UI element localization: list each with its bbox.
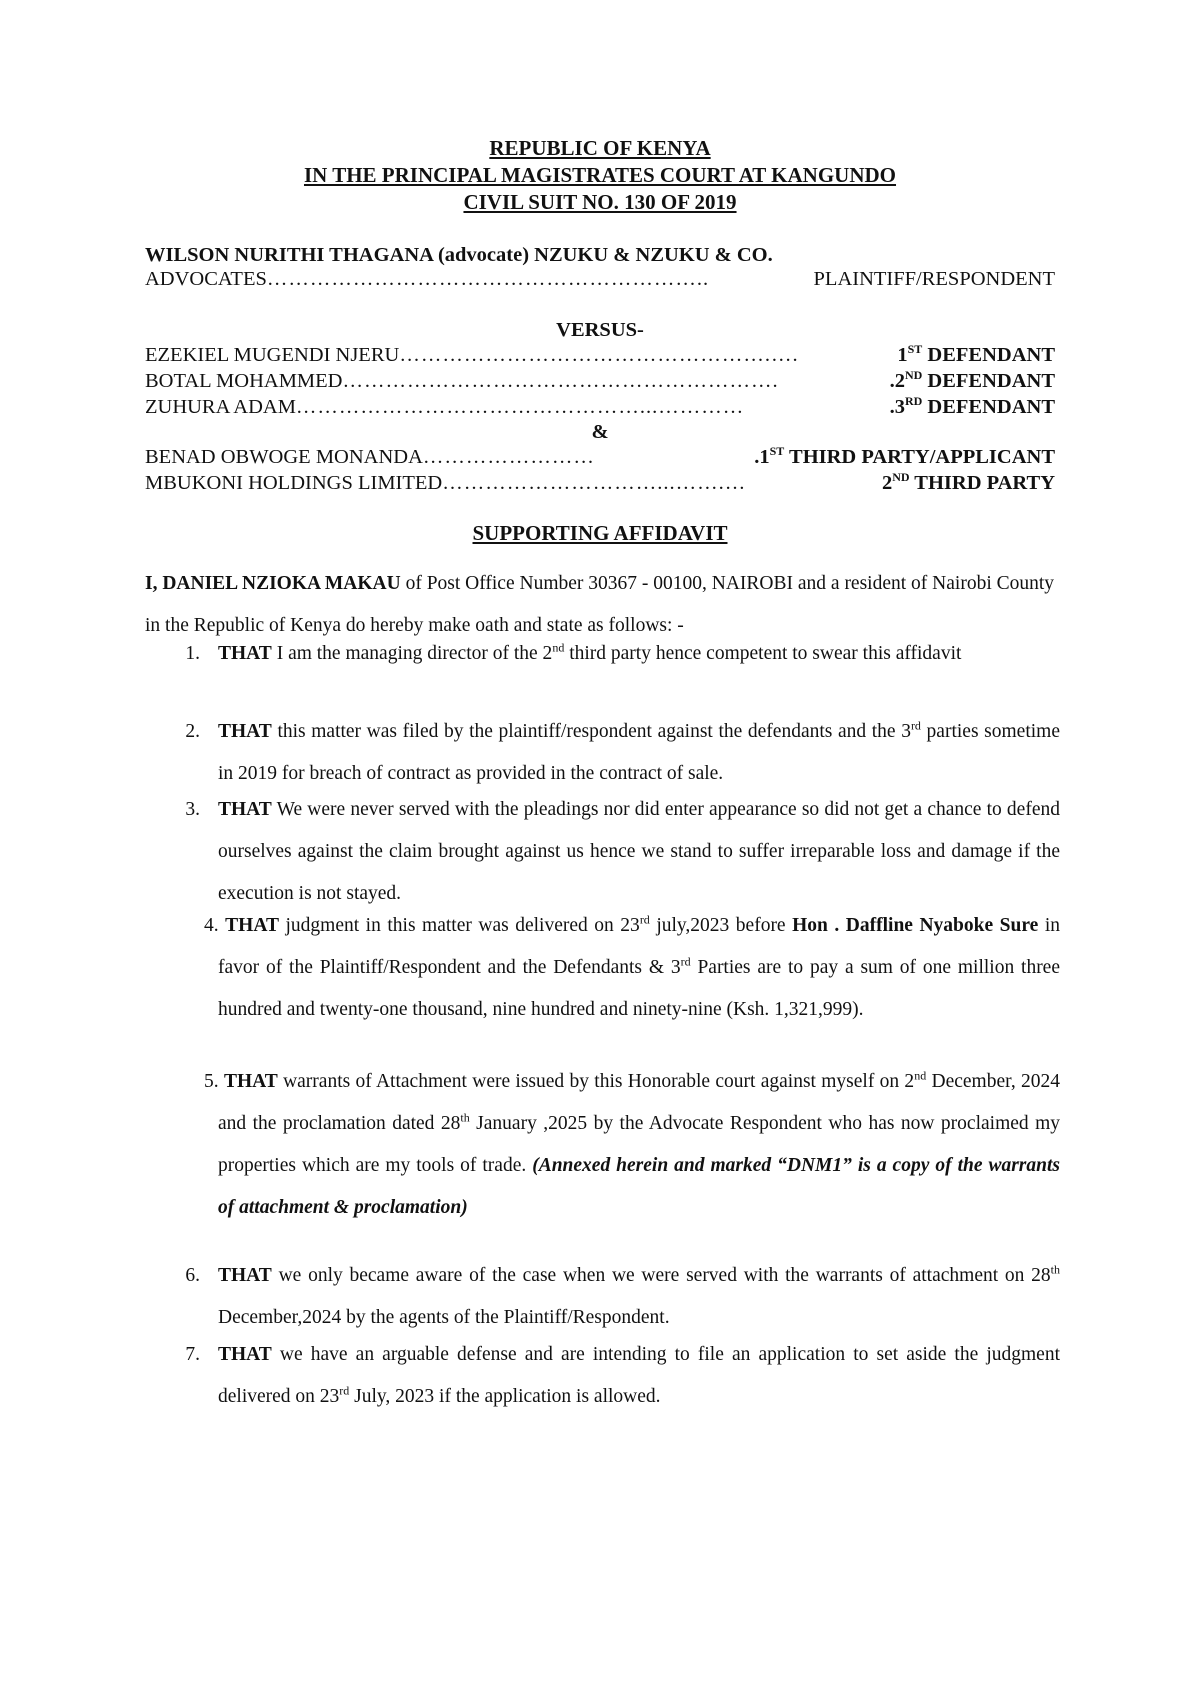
list-item bbox=[145, 1334, 1060, 1418]
header-suit-number: CIVIL SUIT NO. 130 OF 2019 bbox=[463, 190, 737, 214]
item-number: 5. bbox=[204, 1071, 219, 1092]
role-suffix: ST bbox=[907, 342, 923, 357]
header-republic: REPUBLIC OF KENYA bbox=[489, 136, 711, 160]
role-suffix: ND bbox=[904, 368, 923, 383]
intro-text: of Post Office Number 30367 - 00100, NAIROBI and a resident of Nairobi County in the Republic of Kenya do hereby make oath and state as follows: - bbox=[145, 573, 1055, 636]
versus-label: VERSUS- bbox=[556, 319, 644, 341]
third-party-row bbox=[145, 443, 1055, 471]
role-ordinal: 1 bbox=[897, 344, 908, 366]
plaintiff-role-row bbox=[145, 265, 1055, 293]
third-party-name: MBUKONI HOLDINGS LIMITED bbox=[145, 472, 443, 494]
list-item bbox=[145, 789, 1060, 915]
role-ordinal: .2 bbox=[889, 370, 905, 392]
role-ordinal: .3 bbox=[889, 396, 905, 418]
defendant-role bbox=[895, 341, 1055, 369]
leader-dots: …………………………...…….… bbox=[442, 472, 747, 494]
list-item bbox=[145, 905, 1060, 1031]
defendant-role bbox=[888, 367, 1055, 395]
list-item bbox=[145, 711, 1060, 795]
item-number: 1. bbox=[185, 643, 200, 664]
defendant-role bbox=[888, 393, 1055, 421]
list-item bbox=[145, 1061, 1060, 1229]
item-lead: THAT bbox=[218, 1265, 272, 1286]
header-court: IN THE PRINCIPAL MAGISTRATES COURT AT KANGUNDO bbox=[303, 163, 897, 187]
defendant-row bbox=[145, 367, 1055, 395]
item-number: 4. bbox=[204, 915, 219, 936]
item-text: THAT this matter was filed by the plaintiff/respondent against the defendants and the 3rd parties sometime in 2019 for breach of contract as provided in the contract of sale. bbox=[218, 718, 1060, 784]
role-label: THIRD PARTY/APPLICANT bbox=[784, 446, 1055, 468]
deponent-name: I, DANIEL NZIOKA MAKAU bbox=[145, 573, 401, 594]
leader-dots: …………………………………………….…. bbox=[399, 344, 799, 366]
plaintiff-advocates: ADVOCATES bbox=[145, 268, 267, 290]
leader-dots: …………………………………………………….. bbox=[266, 268, 710, 290]
item-number: 2. bbox=[185, 721, 200, 742]
item-text: THAT We were never served with the pleadings nor did enter appearance so did not get a chance to defend ourselves against the claim brought against us hence we stand to suffer irreparable loss and damage if the execution is not stayed. bbox=[218, 799, 1060, 904]
third-party-row bbox=[145, 469, 1055, 497]
list-item bbox=[145, 633, 1060, 675]
role-label: DEFENDANT bbox=[922, 344, 1055, 366]
item-text: THAT we only became aware of the case when we were served with the warrants of attachment on 28th December,2024 by the agents of the Plaintiff/Respondent. bbox=[218, 1262, 1060, 1328]
role-ordinal: 2 bbox=[881, 472, 893, 494]
item-lead: THAT bbox=[218, 721, 272, 742]
item-number: 3. bbox=[185, 799, 200, 820]
third-party-name: BENAD OBWOGE MONANDA bbox=[145, 446, 423, 468]
defendant-name: EZEKIEL MUGENDI NJERU bbox=[145, 344, 400, 366]
leader-dots: …………………… bbox=[422, 446, 595, 468]
plaintiff-role: PLAINTIFF/RESPONDENT bbox=[813, 268, 1055, 290]
item-lead: THAT bbox=[223, 1071, 278, 1092]
third-party-role bbox=[752, 443, 1055, 471]
item-text: 5. THAT warrants of Attachment were issued by this Honorable court against myself on 2nd December, 2024 and the proclamation dated 28th January ,2025 by the Advocate Respondent who has now proclaimed my properties which are my tools of trade. (Annexed herein and marked “DNM1” is a copy of the warrants of attachment & proclamation) bbox=[204, 1068, 1061, 1218]
role-suffix: ST bbox=[769, 444, 785, 459]
defendant-name: ZUHURA ADAM bbox=[145, 396, 296, 418]
defendant-row bbox=[145, 341, 1055, 369]
magistrate-name: Hon . Daffline Nyaboke Sure bbox=[792, 915, 1039, 936]
ampersand-separator: & bbox=[591, 421, 609, 443]
defendant-name: BOTAL MOHAMMED bbox=[145, 370, 343, 392]
leader-dots: …………………………………………...………… bbox=[295, 396, 745, 418]
item-text: 4. THAT judgment in this matter was delivered on 23rd july,2023 before Hon . Daffline Nyaboke Sure in favor of the Plaintiff/Respondent and the Defendants & 3rd Parties are to pay a sum of one million three hundred and twenty-one thousand, nine hundred and ninety-nine (Ksh. 1,321,999). bbox=[204, 912, 1060, 1020]
third-party-role bbox=[880, 469, 1055, 497]
item-text: THAT we have an arguable defense and are intending to file an application to set aside the judgment delivered on 23rd July, 2023 if the application is allowed. bbox=[218, 1344, 1060, 1407]
item-lead: THAT bbox=[218, 643, 272, 664]
list-item bbox=[145, 1255, 1060, 1339]
item-number: 6. bbox=[185, 1265, 200, 1286]
role-label: THIRD PARTY bbox=[909, 472, 1055, 494]
role-ordinal: .1 bbox=[754, 446, 770, 468]
item-number: 7. bbox=[185, 1344, 200, 1365]
item-lead: THAT bbox=[218, 1344, 272, 1365]
item-lead: THAT bbox=[225, 915, 279, 936]
role-suffix: ND bbox=[892, 470, 910, 485]
item-text: THAT I am the managing director of the 2nd third party hence competent to swear this affidavit bbox=[218, 640, 962, 664]
role-label: DEFENDANT bbox=[922, 370, 1055, 392]
leader-dots: ……………………………………………………. bbox=[342, 370, 779, 392]
document-title: SUPPORTING AFFIDAVIT bbox=[472, 521, 728, 545]
plaintiff-line: WILSON NURITHI THAGANA (advocate) NZUKU & NZUKU & CO. bbox=[145, 244, 773, 266]
role-suffix: RD bbox=[904, 394, 923, 409]
defendant-row bbox=[145, 393, 1055, 421]
annexure-note: (Annexed herein and marked “DNM1” is a copy of the warrants of attachment & proclamation) bbox=[218, 1155, 1060, 1218]
role-label: DEFENDANT bbox=[922, 396, 1055, 418]
item-lead: THAT bbox=[218, 799, 272, 820]
